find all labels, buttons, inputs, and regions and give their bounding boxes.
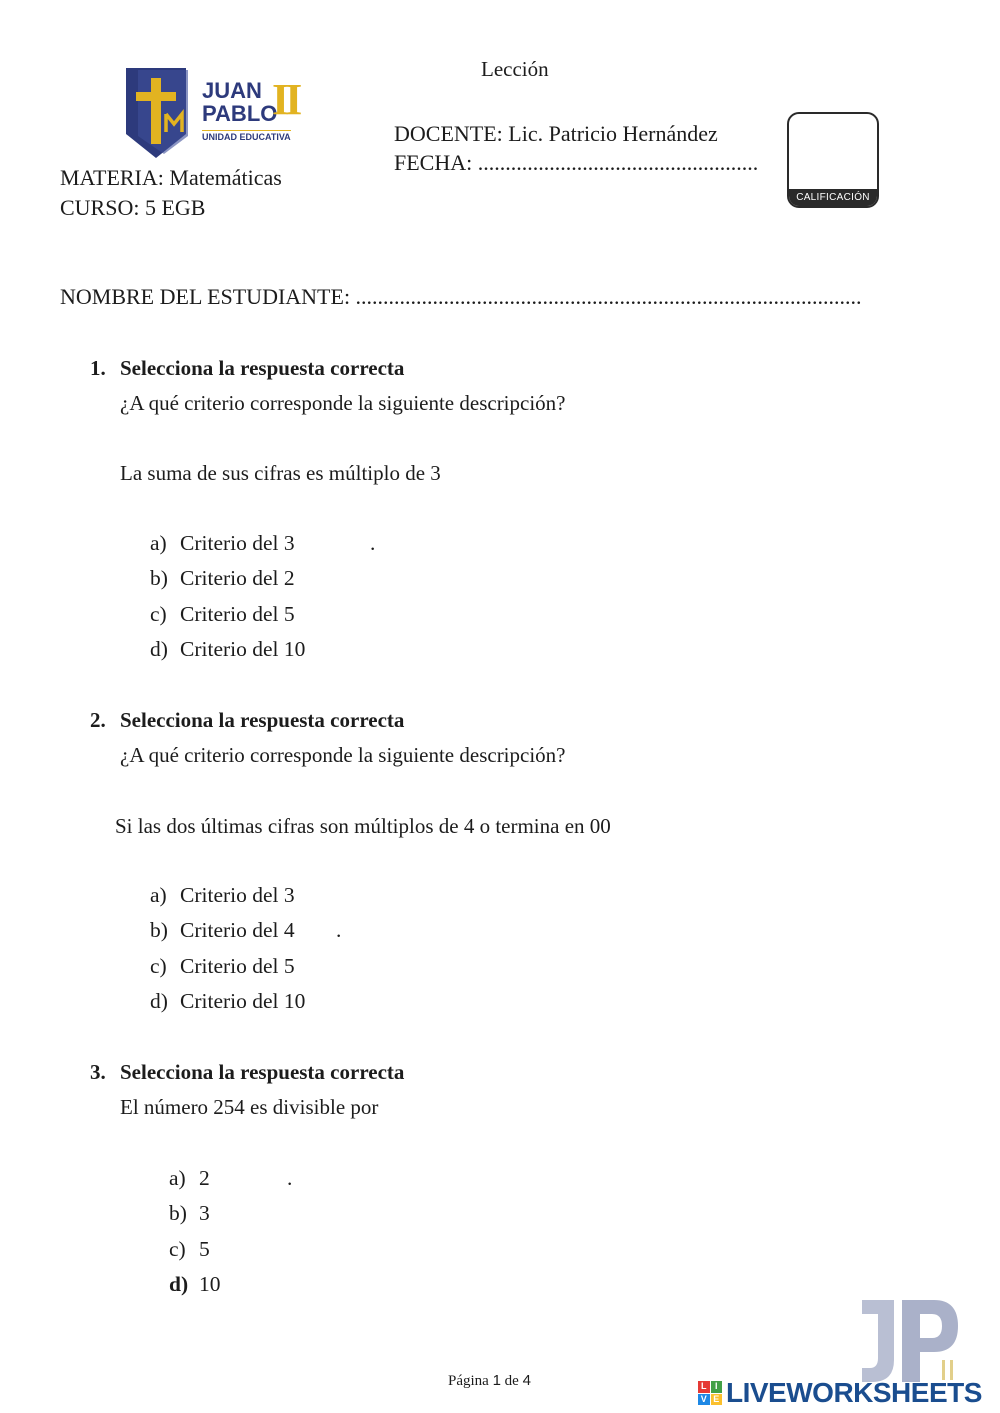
q2-option-c[interactable]: c) <box>150 954 167 978</box>
q1-option-a[interactable] <box>150 531 167 556</box>
q3-option-c-text: 5 <box>199 1237 210 1261</box>
q1-option-b[interactable]: b) <box>150 566 168 590</box>
grade-box[interactable] <box>787 112 879 208</box>
jp-watermark-logo <box>858 1294 968 1390</box>
icon-letter-e: E <box>711 1394 723 1406</box>
q1-option-d-text: Criterio del 10 <box>180 637 306 661</box>
option-letter: a) <box>150 531 167 555</box>
q3-option-a-mark: . <box>287 1166 293 1190</box>
footer-of: de <box>504 1373 519 1389</box>
subject-label: MATERIA: Matemáticas <box>60 165 282 190</box>
q1-option-c[interactable]: c) <box>150 602 167 626</box>
q1-option-a-text: Criterio del 3 <box>180 531 295 555</box>
q3-option-a-text: 2 <box>199 1166 210 1190</box>
question-3-number: 3. <box>90 1060 106 1084</box>
question-1-prompt: ¿A qué criterio corresponde la siguiente descripción? <box>120 391 566 415</box>
q3-option-d[interactable]: d) <box>169 1272 189 1296</box>
q3-option-b[interactable]: b) <box>169 1201 187 1225</box>
page-footer <box>448 1372 531 1390</box>
q2-option-b[interactable]: b) <box>150 918 168 942</box>
q1-option-d[interactable]: d) <box>150 637 168 661</box>
footer-page-number: 1 <box>492 1372 501 1389</box>
liveworksheets-text: LIVEWORKSHEETS <box>726 1377 982 1408</box>
footer-total-pages: 4 <box>522 1372 531 1389</box>
page-title: Lección <box>481 57 549 81</box>
liveworksheets-brand[interactable] <box>698 1378 982 1408</box>
question-2-heading: Selecciona la respuesta correcta <box>120 708 405 732</box>
q2-option-d[interactable]: d) <box>150 989 168 1013</box>
icon-letter-i: I <box>711 1381 723 1393</box>
icon-letter-v: V <box>698 1394 710 1406</box>
q1-option-a-mark: . <box>370 531 376 555</box>
course-label: CURSO: 5 EGB <box>60 195 206 220</box>
q2-option-a[interactable]: a) <box>150 883 167 907</box>
q2-option-b-mark: . <box>336 918 342 942</box>
jp-watermark-icon <box>858 1294 968 1390</box>
grade-label: CALIFICACIÓN <box>789 189 877 206</box>
question-2-statement: Si las dos últimas cifras son múltiplos de 4 o termina en 00 <box>115 814 611 838</box>
q3-option-d-text: 10 <box>199 1272 221 1296</box>
student-name-field[interactable]: NOMBRE DEL ESTUDIANTE: ............................................................................................ <box>60 284 862 309</box>
q2-option-d-text: Criterio del 10 <box>180 989 306 1013</box>
question-1-number: 1. <box>90 356 106 380</box>
question-2-prompt: ¿A qué criterio corresponde la siguiente descripción? <box>120 743 566 767</box>
date-field[interactable]: FECHA: ................................................... <box>394 150 759 175</box>
logo-roman-numeral: II <box>272 75 299 124</box>
question-3-heading: Selecciona la respuesta correcta <box>120 1060 405 1084</box>
q1-option-b-text: Criterio del 2 <box>180 566 295 590</box>
school-logo <box>124 66 314 162</box>
school-crest-icon <box>124 66 194 162</box>
logo-name-line2: PABLO <box>202 101 278 126</box>
question-3-prompt: El número 254 es divisible por <box>120 1095 379 1119</box>
question-2-number: 2. <box>90 708 106 732</box>
q1-option-c-text: Criterio del 5 <box>180 602 295 626</box>
question-1-heading: Selecciona la respuesta correcta <box>120 356 405 380</box>
q2-option-a-text: Criterio del 3 <box>180 883 295 907</box>
teacher-label: DOCENTE: Lic. Patricio Hernández <box>394 121 718 146</box>
q3-option-a[interactable]: a) <box>169 1166 186 1190</box>
q2-option-c-text: Criterio del 5 <box>180 954 295 978</box>
question-1-statement: La suma de sus cifras es múltiplo de 3 <box>120 461 441 485</box>
q3-option-b-text: 3 <box>199 1201 210 1225</box>
liveworksheets-icon <box>698 1381 722 1405</box>
footer-prefix: Página <box>448 1373 489 1389</box>
logo-subtitle: UNIDAD EDUCATIVA <box>202 132 291 142</box>
q2-option-b-text: Criterio del 4 <box>180 918 295 942</box>
logo-name-line1: JUAN <box>202 78 262 103</box>
q3-option-c[interactable]: c) <box>169 1237 186 1261</box>
icon-letter-l: L <box>698 1381 710 1393</box>
